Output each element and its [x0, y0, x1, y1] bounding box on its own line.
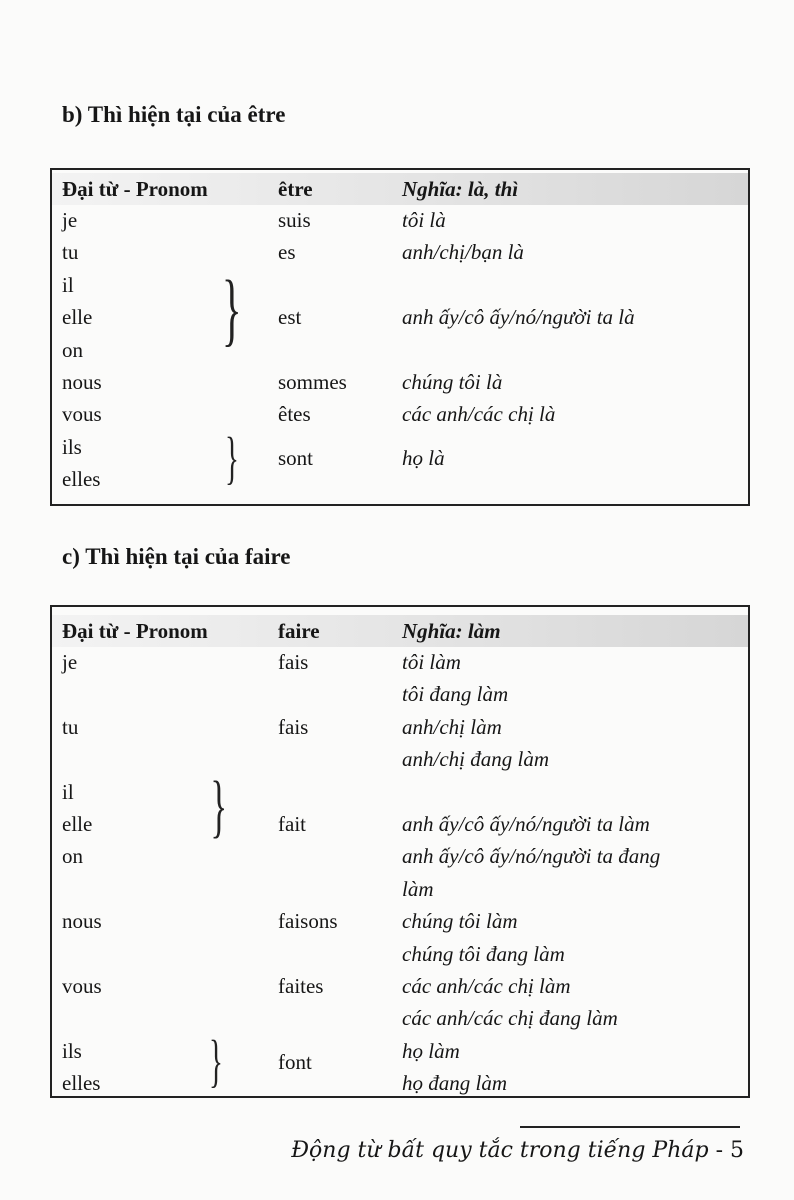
table-row — [52, 841, 748, 873]
table-header — [52, 615, 748, 647]
book-title: Động từ bất quy tắc trong tiếng Pháp — [291, 1138, 709, 1163]
header-verb: être — [278, 177, 313, 201]
verb-cell: es — [278, 240, 296, 265]
meaning-cell: tôi đang làm — [402, 682, 509, 707]
table-row — [52, 712, 748, 744]
faire-conjugation-table — [50, 605, 750, 1098]
pronoun-cell: je — [62, 208, 78, 232]
pronoun-cell: vous — [62, 402, 102, 427]
header-meaning: Nghĩa: là, thì — [402, 177, 519, 201]
table-header — [52, 173, 748, 205]
verb-cell: fais — [278, 650, 309, 674]
table-row — [52, 809, 748, 841]
section-c-title: c) Thì hiện tại của faire — [62, 544, 291, 569]
header-pronoun: Đại từ - Pronom — [62, 619, 208, 643]
verb-cell: êtes — [278, 402, 311, 427]
verb-cell: est — [278, 305, 302, 330]
header-verb: faire — [278, 619, 320, 643]
pronoun-cell: il — [62, 779, 74, 804]
pronoun-cell: nous — [62, 369, 102, 394]
brace-ils-elles: } — [208, 1028, 223, 1093]
meaning-cell: chúng tôi là — [402, 369, 503, 394]
table-row — [52, 777, 748, 809]
table-row — [52, 302, 748, 334]
table-row — [52, 399, 748, 431]
meaning-cell: chúng tôi làm — [402, 909, 518, 934]
table-row — [52, 270, 748, 302]
meaning-cell: làm — [402, 876, 434, 901]
pronoun-cell: on — [62, 337, 83, 362]
table-row — [52, 464, 748, 496]
meaning-cell: anh ấy/cô ấy/nó/người ta là — [402, 305, 635, 330]
pronoun-cell: elles — [62, 467, 101, 492]
meaning-cell: các anh/các chị làm — [402, 973, 571, 998]
verb-cell: faisons — [278, 909, 338, 934]
pronoun-cell: elle — [62, 305, 93, 330]
etre-conjugation-table — [50, 168, 750, 506]
pronoun-cell: tu — [62, 714, 79, 739]
table-row — [52, 367, 748, 399]
separator: - — [708, 1138, 730, 1163]
pronoun-cell: vous — [62, 973, 102, 998]
table-row — [52, 237, 748, 269]
meaning-cell: các anh/các chị là — [402, 402, 556, 427]
table-row — [52, 205, 748, 237]
table-row — [52, 744, 748, 776]
meaning-cell: anh/chị/bạn là — [402, 240, 524, 265]
pronoun-cell: ils — [62, 1038, 82, 1063]
table-row — [52, 647, 748, 679]
footer-rule — [520, 1126, 740, 1128]
table-row — [52, 335, 748, 367]
pronoun-cell: ils — [62, 434, 82, 459]
pronoun-cell: nous — [62, 909, 102, 934]
table-row — [52, 874, 748, 906]
meaning-cell: họ làm — [402, 1038, 460, 1063]
pronoun-cell: elle — [62, 811, 93, 836]
verb-cell: suis — [278, 208, 311, 232]
header-meaning: Nghĩa: làm — [402, 619, 501, 643]
brace-ils-elles: } — [224, 425, 239, 490]
meaning-cell: họ đang làm — [402, 1071, 507, 1096]
table-row — [52, 906, 748, 938]
meaning-ils: họ là — [402, 446, 445, 470]
pronoun-cell: je — [62, 650, 78, 674]
page-number: 5 — [730, 1138, 744, 1163]
verb-cell: faites — [278, 973, 324, 998]
table-row — [52, 1036, 748, 1068]
verb-font: font — [278, 1050, 312, 1074]
meaning-cell: anh/chị làm — [402, 714, 502, 739]
meaning-cell: anh/chị đang làm — [402, 747, 549, 772]
pronoun-cell: elles — [62, 1071, 101, 1096]
table-row — [52, 939, 748, 971]
page-footer — [291, 1138, 744, 1163]
meaning-cell: tôi làm — [402, 650, 461, 674]
table-row — [52, 432, 748, 464]
pronoun-cell: il — [62, 272, 74, 297]
pronoun-cell: tu — [62, 240, 79, 265]
verb-sont: sont — [278, 446, 314, 470]
header-pronoun: Đại từ - Pronom — [62, 177, 208, 201]
table-row — [52, 1068, 748, 1100]
brace-il-elle-on: } — [221, 263, 242, 354]
verb-cell: fais — [278, 714, 309, 739]
brace-il-elle-on: } — [210, 768, 228, 845]
table-row — [52, 1003, 748, 1035]
meaning-cell: anh ấy/cô ấy/nó/người ta làm — [402, 811, 650, 836]
meaning-cell: tôi là — [402, 208, 446, 232]
table-row — [52, 971, 748, 1003]
meaning-cell: các anh/các chị đang làm — [402, 1006, 618, 1031]
meaning-cell: chúng tôi đang làm — [402, 941, 565, 966]
meaning-cell: anh ấy/cô ấy/nó/người ta đang — [402, 844, 661, 869]
section-b-title: b) Thì hiện tại của être — [62, 102, 286, 127]
verb-cell: fait — [278, 811, 306, 836]
verb-cell: sommes — [278, 369, 347, 394]
table-row — [52, 679, 748, 711]
pronoun-cell: on — [62, 844, 83, 869]
